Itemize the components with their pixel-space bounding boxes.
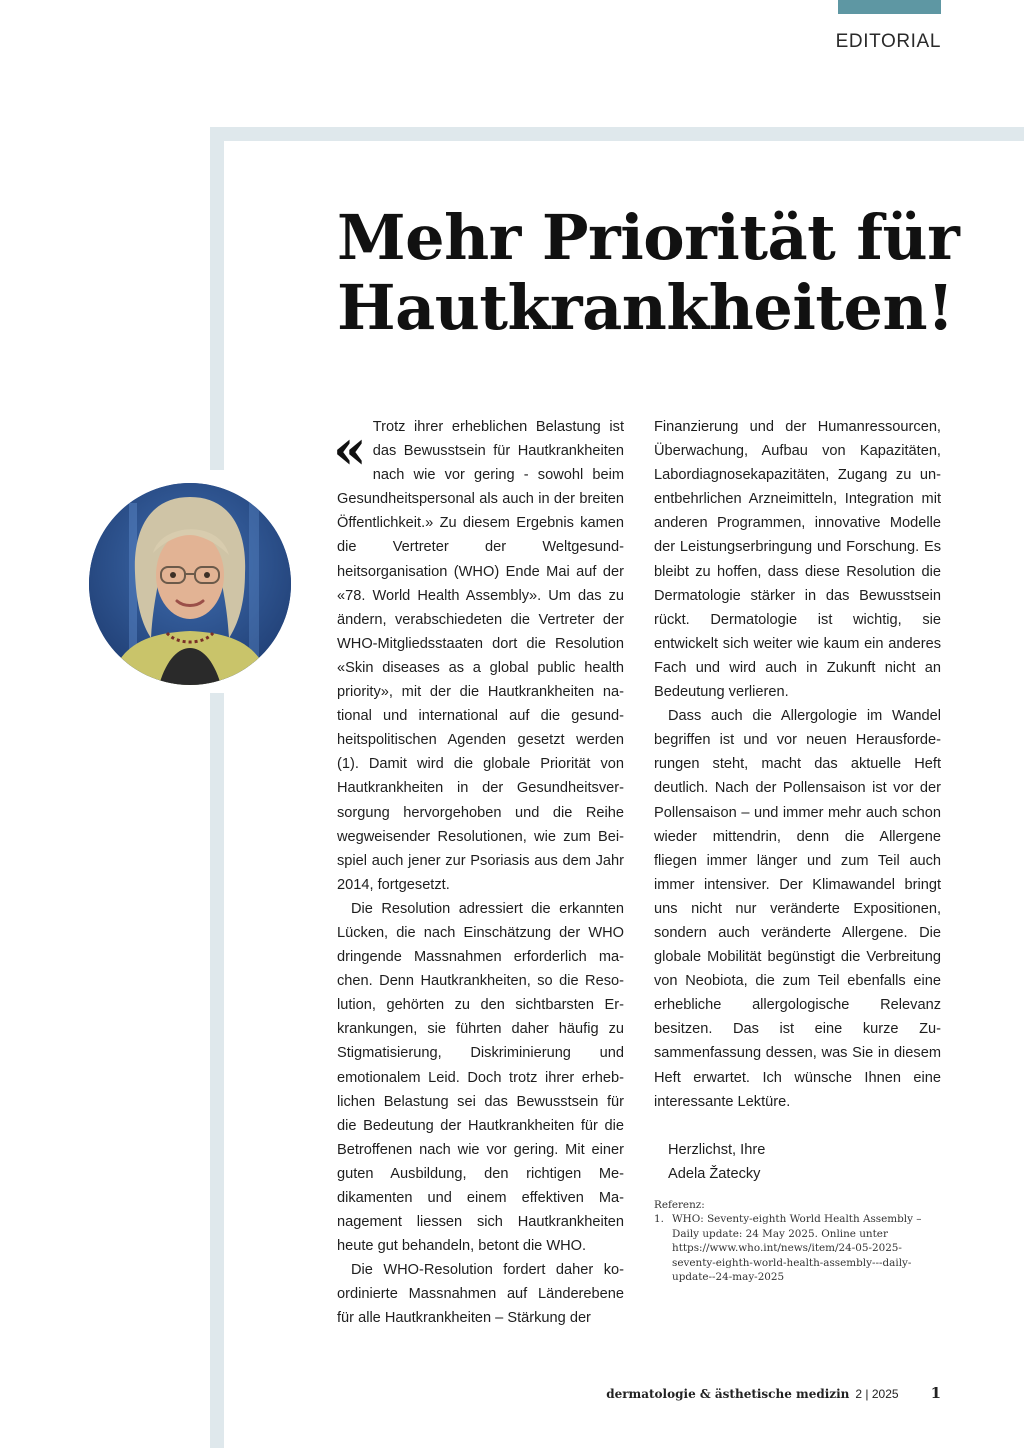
text-column-left	[333, 415, 624, 1331]
frame-left-bar-lower	[210, 693, 224, 1448]
page-footer	[606, 1384, 941, 1402]
section-label: EDITORIAL	[835, 31, 941, 52]
paragraph: Die WHO-Resolution fordert daher koordinierte Massnahmen auf Länderebene für alle Hautkrankheiten – Stärkung der	[337, 1262, 624, 1327]
paragraph: Finanzierung und der Humanressourcen, Überwachung, Aufbau von Kapazitäten, Labordiagnosekapazitäten, Zugang zu unentbehrlichen Arzneimitteln, Integration mit anderen Programmen, innovative Modelle der Leistungserbringung und Forschung. Es bleibt zu hoffen, dass diese Resolution die Dermatologie stärker in das Bewusstsein rückt. Dermatologie ist wichtig, sie entwickelt sich weiter wie kaum ein anderes Fach und wird auch in Zukunft nicht an Bedeutung verlieren.	[654, 419, 941, 701]
signature-block	[654, 1138, 941, 1186]
text-column-right	[654, 415, 941, 1186]
reference-number: 1.	[654, 1213, 664, 1226]
closing-salutation: Herzlichst, Ihre	[668, 1141, 766, 1158]
paragraph: Die Resolution adressiert die erkannten Lücken, die nach Einschätzung der WHO dringende Massnahmen erforderlich machen. Denn Hautkrankheiten, so die Resolution, gehörten zu den sichtbarsten Erkrankungen, sie führten daher häufig zu Stigmatisierung, Diskriminierung und emotionalem Leid. Doch trotz ihrer erheblichen Belastung sei das Bewusstsein für die Bedeutung der Hautkrankheiten für die Betroffenen nach wie vor gering. Mit einer guten Ausbildung, den richtigen Medikamenten und einem effektiven Management liessen sich Hautkrankheiten heute gut behandeln, betont die WHO.	[337, 900, 624, 1255]
author-portrait	[89, 483, 291, 685]
section-color-tab	[838, 0, 941, 14]
opening-quote-mark: «	[333, 417, 367, 481]
journal-name: dermatologie & ästhetische medizin	[606, 1387, 850, 1401]
paragraph: Trotz ihrer erheblichen Belastung ist das Bewusstsein für Hautkrankheiten nach wie vor gering - sowohl beim Gesundheitspersonal als auch in der breiten Öffentlichkeit.» Zu diesem Ergebnis kamen die Vertreter der Weltgesundheitsorganisation (WHO) Ende Mai auf der «78. World Health Assembly». Um das zu ändern, verabschiedeten die Vertreter der WHO-Mitgliedsstaaten dort die Resolution «Skin diseases as a global public health priority», mit der die Hautkrankheiten national und international auf die gesundheitspolitischen Agenden gesetzt werden (1). Damit wird die globale Priorität von Hautkrankheiten in der Gesundheitsversorgung hervorgehoben und die Reihe wegweisender Resolutionen, wie zum Beispiel auch jener zur Psoriasis aus dem Jahr 2014, fortgesetzt.	[337, 419, 624, 893]
reference-heading: Referenz:	[654, 1199, 705, 1211]
author-name: Adela Žatecky	[668, 1165, 761, 1182]
page-number: 1	[930, 1384, 941, 1402]
author-portrait-image	[89, 483, 291, 685]
article-title	[337, 203, 977, 343]
paragraph: Dass auch die Allergologie im Wandel begriffen ist und vor neuen Herausforderungen steht, macht das aktuelle Heft deutlich. Nach der Pollensaison ist vor der Pollensaison – und immer mehr auch schon wieder mittendrin, denn die Allergene fliegen immer länger und zum Teil auch immer intensiver. Der Klimawandel bringt uns nicht nur veränderte Expositionen, sondern auch veränderte Allergene. Die globale Mobilität begünstigt die Verbreitung von Neobiota, die zum Teil ebenfalls eine erhebliche allergologische Relevanz besitzen. Das ist eine kurze Zusammenfassung dessen, was Sie in diesem Heft erwartet. Ich wünsche Ihnen eine interessante Lektüre.	[654, 708, 941, 1110]
frame-top-bar	[210, 127, 1024, 141]
reference-text: WHO: Seventy-eighth World Health Assembly – Daily update: 24 May 2025. Online unter https://www.who.int/news/item/24-05-2025-seventy-eighth-world-health-assembly---daily-update--24-may-2025	[672, 1213, 922, 1284]
frame-left-bar-upper	[210, 127, 224, 470]
reference-item	[654, 1212, 944, 1284]
reference-section	[654, 1198, 944, 1284]
title-line-2: Hautkrankheiten!	[337, 271, 954, 344]
title-line-1: Mehr Priorität für	[337, 201, 960, 274]
issue-number: 2 | 2025	[855, 1387, 899, 1401]
